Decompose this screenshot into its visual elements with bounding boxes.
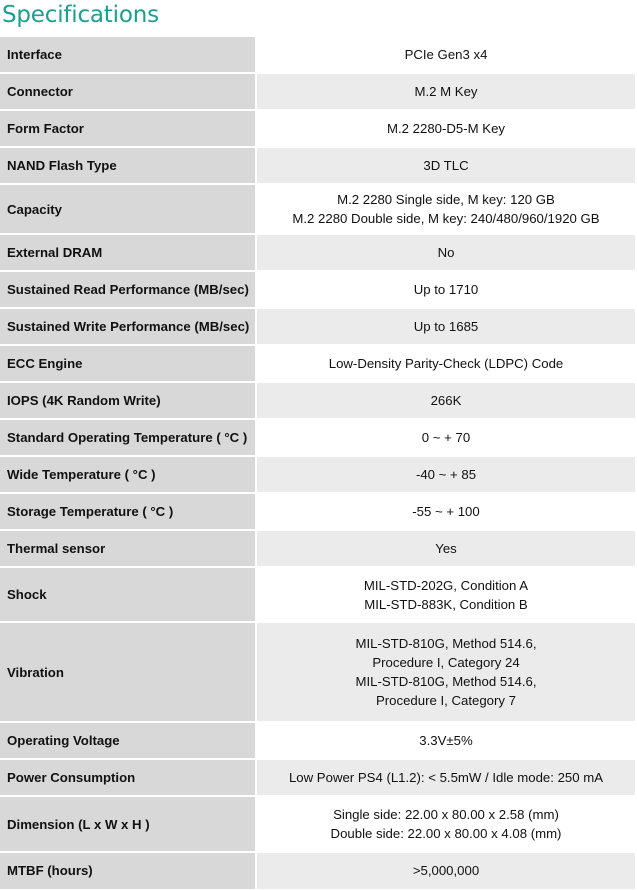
spec-value [256, 147, 635, 184]
spec-row-capacity [0, 184, 635, 234]
spec-label: External DRAM [0, 234, 256, 271]
spec-value-line: Low Power PS4 (L1.2): < 5.5mW / Idle mode: 250 mA [288, 770, 604, 785]
spec-row-nand-flash-type [0, 147, 635, 184]
spec-value [256, 567, 635, 622]
spec-label: Form Factor [0, 110, 256, 147]
spec-value-line: Yes [435, 541, 457, 556]
spec-row-dimension-l-x-w-x-h [0, 796, 635, 852]
spec-label: Sustained Write Performance (MB/sec) [0, 308, 256, 345]
spec-value-line: M.2 2280-D5-M Key [387, 121, 505, 136]
spec-label: MTBF (hours) [0, 852, 256, 889]
spec-value [256, 345, 635, 382]
spec-row-storage-temperature-c [0, 493, 635, 530]
spec-label: Wide Temperature ( °C ) [0, 456, 256, 493]
page-title: Specifications [2, 2, 159, 28]
spec-row-ecc-engine [0, 345, 635, 382]
spec-value [256, 36, 635, 73]
spec-value-line: -40 ~ + 85 [415, 467, 477, 482]
spec-value [256, 184, 635, 234]
spec-value [256, 382, 635, 419]
spec-row-thermal-sensor [0, 530, 635, 567]
specifications-table [0, 35, 635, 890]
spec-value [256, 759, 635, 796]
spec-row-sustained-read-performance-mb-sec [0, 271, 635, 308]
spec-value-line: Procedure I, Category 24 [372, 655, 520, 670]
spec-label: Operating Voltage [0, 722, 256, 759]
spec-value [256, 493, 635, 530]
spec-value-line: M.2 2280 Double side, M key: 240/480/960/1920 GB [292, 211, 600, 226]
spec-value-line: MIL-STD-810G, Method 514.6, [355, 674, 537, 689]
spec-label: IOPS (4K Random Write) [0, 382, 256, 419]
spec-value-line: MIL-STD-810G, Method 514.6, [355, 636, 537, 651]
spec-row-iops-4k-random-write [0, 382, 635, 419]
spec-label: Capacity [0, 184, 256, 234]
spec-value [256, 852, 635, 889]
spec-row-power-consumption [0, 759, 635, 796]
spec-value-line: M.2 M Key [414, 84, 478, 99]
spec-row-wide-temperature-c [0, 456, 635, 493]
spec-value [256, 530, 635, 567]
spec-row-connector [0, 73, 635, 110]
spec-label: ECC Engine [0, 345, 256, 382]
spec-row-form-factor [0, 110, 635, 147]
spec-value-line: Double side: 22.00 x 80.00 x 4.08 (mm) [330, 826, 562, 841]
spec-value [256, 110, 635, 147]
spec-row-vibration [0, 622, 635, 722]
spec-value [256, 419, 635, 456]
spec-label: Standard Operating Temperature ( °C ) [0, 419, 256, 456]
spec-row-operating-voltage [0, 722, 635, 759]
spec-value [256, 73, 635, 110]
spec-value [256, 271, 635, 308]
spec-value-line: No [437, 245, 455, 260]
spec-row-external-dram [0, 234, 635, 271]
spec-value-line: >5,000,000 [412, 863, 480, 879]
spec-row-sustained-write-performance-mb-sec [0, 308, 635, 345]
spec-label: Interface [0, 36, 256, 73]
spec-value-line: 3.3V±5% [419, 733, 473, 748]
spec-label: Storage Temperature ( °C ) [0, 493, 256, 530]
specifications-table-body [0, 36, 635, 889]
spec-value-line: MIL-STD-202G, Condition A [363, 577, 529, 593]
spec-value [256, 456, 635, 493]
spec-value-line: MIL-STD-883K, Condition B [364, 596, 528, 612]
spec-value [256, 622, 635, 722]
spec-value-line: Low-Density Parity-Check (LDPC) Code [328, 356, 564, 371]
spec-label: Connector [0, 73, 256, 110]
spec-row-shock [0, 567, 635, 622]
spec-label: Thermal sensor [0, 530, 256, 567]
spec-label: Vibration [0, 622, 256, 722]
spec-value-line: M.2 2280 Single side, M key: 120 GB [337, 192, 555, 207]
spec-value-line: Up to 1685 [413, 319, 479, 334]
spec-row-standard-operating-temperature-c [0, 419, 635, 456]
spec-label: Shock [0, 567, 256, 622]
spec-value-line: -55 ~ + 100 [412, 504, 480, 519]
spec-value [256, 234, 635, 271]
spec-value-line: Single side: 22.00 x 80.00 x 2.58 (mm) [333, 807, 559, 822]
spec-value-line: Procedure I, Category 7 [375, 693, 516, 708]
spec-value-line: 3D TLC [423, 158, 469, 173]
spec-row-interface [0, 36, 635, 73]
spec-value [256, 308, 635, 345]
spec-label: NAND Flash Type [0, 147, 256, 184]
spec-value-line: PCIe Gen3 x4 [404, 47, 488, 62]
spec-value [256, 796, 635, 852]
spec-label: Dimension (L x W x H ) [0, 796, 256, 852]
spec-value-line: 266K [430, 393, 462, 408]
spec-value-line: Up to 1710 [413, 282, 479, 297]
spec-value-line: 0 ~ + 70 [421, 430, 471, 445]
spec-row-mtbf-hours [0, 852, 635, 889]
spec-label: Power Consumption [0, 759, 256, 796]
spec-value [256, 722, 635, 759]
spec-label: Sustained Read Performance (MB/sec) [0, 271, 256, 308]
